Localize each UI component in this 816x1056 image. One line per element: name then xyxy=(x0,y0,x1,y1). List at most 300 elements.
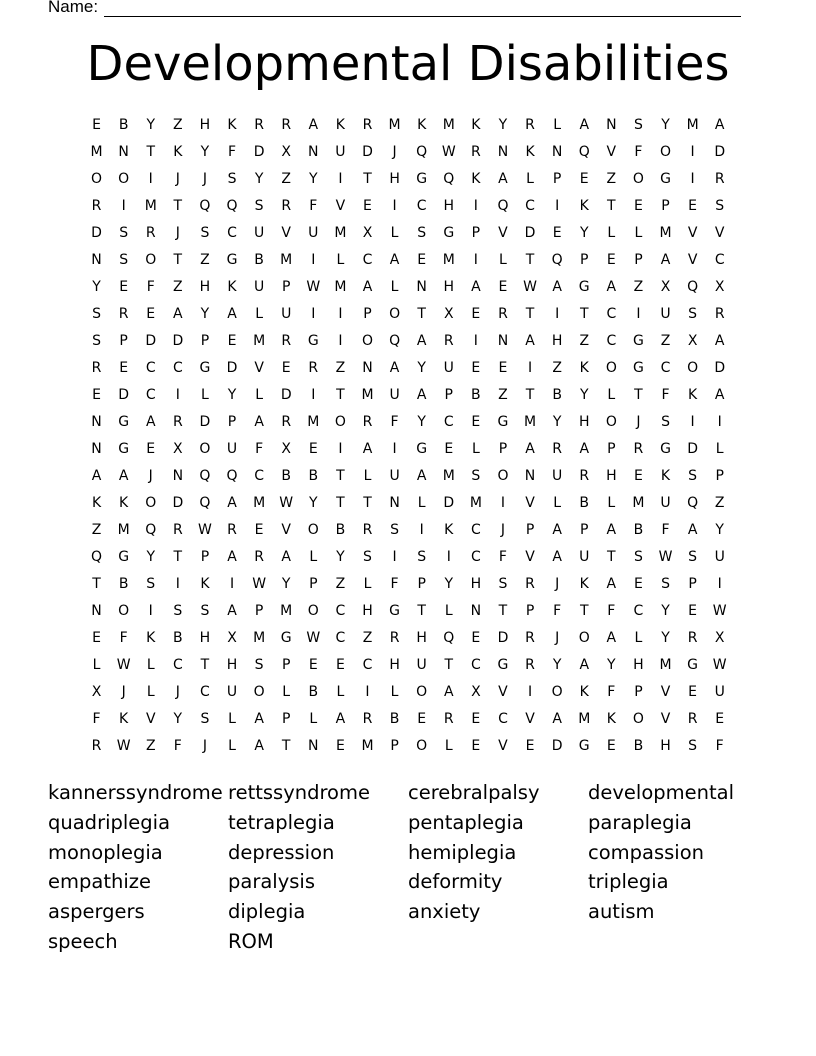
grid-letter: U xyxy=(281,305,292,322)
grid-letter: E xyxy=(688,197,698,214)
grid-letter: G xyxy=(307,332,319,349)
grid-letter: L xyxy=(634,629,643,646)
grid-letter: J xyxy=(555,629,560,646)
grid-letter: P xyxy=(363,305,372,322)
grid-letter: R xyxy=(525,656,535,673)
grid-letter: K xyxy=(444,521,454,538)
grid-letter: I xyxy=(338,440,343,457)
grid-letter: Y xyxy=(552,413,562,430)
grid-letter: T xyxy=(281,737,291,754)
grid-letter: R xyxy=(498,305,508,322)
grid-letter: R xyxy=(470,143,481,160)
grid-letter: Q xyxy=(687,494,699,511)
grid-letter: R xyxy=(687,710,698,727)
grid-letter: S xyxy=(633,548,643,565)
grid-letter: S xyxy=(715,197,725,214)
grid-letter: C xyxy=(254,467,264,484)
grid-letter: Y xyxy=(579,386,589,403)
letter-grid xyxy=(83,111,733,759)
word-bank-item: triplegia xyxy=(588,870,669,894)
grid-letter: C xyxy=(660,359,671,376)
grid-letter: L xyxy=(607,224,616,241)
grid-letter: L xyxy=(255,305,264,322)
grid-letter: A xyxy=(416,467,427,484)
grid-letter: Y xyxy=(498,116,508,133)
grid-letter: A xyxy=(606,278,617,295)
grid-letter: E xyxy=(633,575,643,592)
grid-letter: D xyxy=(145,332,157,349)
grid-letter: Y xyxy=(281,575,291,592)
grid-letter: X xyxy=(687,332,698,349)
grid-letter: K xyxy=(660,467,671,484)
grid-letter: S xyxy=(688,737,698,754)
grid-letter: G xyxy=(578,278,590,295)
grid-letter: W xyxy=(306,278,321,295)
word-bank-item: empathize xyxy=(48,870,151,894)
grid-letter: L xyxy=(92,656,101,673)
grid-letter: P xyxy=(254,602,264,619)
grid-letter: D xyxy=(226,359,238,376)
grid-letter: I xyxy=(527,359,533,376)
grid-letter: J xyxy=(175,683,180,700)
grid-letter: J xyxy=(202,170,207,187)
grid-letter: A xyxy=(281,548,291,565)
grid-letter: O xyxy=(687,359,699,376)
grid-letter: Z xyxy=(173,116,183,133)
grid-letter: S xyxy=(633,116,643,133)
grid-letter: A xyxy=(579,440,590,457)
grid-letter: E xyxy=(119,278,129,295)
grid-letter: B xyxy=(552,386,562,403)
grid-letter: I xyxy=(338,332,343,349)
grid-letter: A xyxy=(443,683,454,700)
grid-letter: C xyxy=(200,683,210,700)
grid-letter: Q xyxy=(443,170,455,187)
grid-letter: U xyxy=(335,143,346,160)
grid-letter: A xyxy=(552,521,562,538)
grid-letter: K xyxy=(606,710,616,727)
grid-letter: G xyxy=(687,656,699,673)
grid-letter: I xyxy=(473,332,478,349)
grid-letter: E xyxy=(146,305,156,322)
grid-letter: L xyxy=(309,548,318,565)
grid-letter: P xyxy=(688,575,697,592)
grid-letter: O xyxy=(334,413,346,430)
grid-letter: E xyxy=(335,656,345,673)
grid-letter: L xyxy=(228,737,236,754)
grid-letter: K xyxy=(471,116,481,133)
word-bank-item: pentaplegia xyxy=(408,810,524,834)
grid-letter: L xyxy=(146,656,155,673)
grid-letter: K xyxy=(227,278,237,295)
grid-letter: L xyxy=(363,467,372,484)
grid-letter: U xyxy=(226,683,238,700)
grid-letter: S xyxy=(227,170,237,187)
grid-letter: O xyxy=(660,143,672,160)
grid-letter: E xyxy=(417,251,427,268)
word-bank-item: compassion xyxy=(588,840,705,864)
grid-letter: O xyxy=(199,440,211,457)
grid-letter: C xyxy=(470,521,481,538)
grid-letter: L xyxy=(309,710,318,727)
grid-letter: X xyxy=(173,440,183,457)
grid-letter: P xyxy=(498,440,508,457)
grid-letter: Z xyxy=(362,629,373,646)
grid-letter: T xyxy=(579,305,589,322)
grid-letter: V xyxy=(498,683,508,700)
grid-letter: V xyxy=(498,737,508,754)
grid-letter: E xyxy=(119,359,129,376)
grid-letter: D xyxy=(687,440,698,457)
grid-letter: R xyxy=(552,440,562,457)
name-line xyxy=(104,1,741,17)
grid-letter: U xyxy=(253,278,265,295)
grid-letter: U xyxy=(443,359,454,376)
grid-letter: A xyxy=(606,575,617,592)
grid-letter: I xyxy=(690,413,695,430)
grid-letter: E xyxy=(471,359,481,376)
grid-letter: V xyxy=(687,224,698,241)
grid-letter: G xyxy=(118,548,130,565)
grid-letter: F xyxy=(255,440,264,457)
grid-letter: F xyxy=(498,548,507,565)
grid-letter: R xyxy=(389,629,400,646)
grid-letter: E xyxy=(606,737,616,754)
grid-letter: Q xyxy=(443,629,455,646)
grid-letter: S xyxy=(417,548,427,565)
grid-letter: I xyxy=(636,305,641,322)
grid-letter: M xyxy=(144,197,157,214)
grid-letter: M xyxy=(361,386,374,403)
grid-letter: G xyxy=(497,656,509,673)
grid-letter: S xyxy=(119,251,129,268)
grid-letter: A xyxy=(552,548,562,565)
grid-letter: F xyxy=(92,710,101,727)
word-bank-item: depression xyxy=(228,840,335,864)
word-bank-item: deformity xyxy=(408,870,503,894)
word-bank-item: paralysis xyxy=(228,870,315,894)
grid-letter: R xyxy=(443,710,454,727)
grid-letter: Y xyxy=(173,710,183,727)
grid-letter: X xyxy=(714,278,725,295)
grid-letter: G xyxy=(226,251,238,268)
grid-letter: N xyxy=(389,494,400,511)
grid-letter: J xyxy=(148,467,153,484)
grid-letter: R xyxy=(687,629,698,646)
grid-letter: C xyxy=(470,656,481,673)
grid-letter: F xyxy=(661,521,670,538)
grid-letter: R xyxy=(172,413,183,430)
grid-letter: A xyxy=(579,656,590,673)
word-bank-item: paraplegia xyxy=(588,810,692,834)
grid-letter: I xyxy=(555,197,560,214)
grid-letter: R xyxy=(281,413,292,430)
grid-letter: I xyxy=(419,521,424,538)
grid-letter: K xyxy=(417,116,427,133)
grid-letter: A xyxy=(660,251,671,268)
name-label: Name: xyxy=(48,0,99,16)
grid-letter: P xyxy=(417,575,426,592)
grid-letter: S xyxy=(417,224,427,241)
grid-letter: B xyxy=(281,467,291,484)
grid-letter: U xyxy=(660,305,671,322)
grid-letter: N xyxy=(470,602,482,619)
grid-letter: O xyxy=(605,359,617,376)
grid-letter: E xyxy=(308,440,318,457)
grid-letter: H xyxy=(443,278,455,295)
grid-letter: T xyxy=(525,386,535,403)
grid-letter: O xyxy=(361,332,373,349)
grid-letter: A xyxy=(227,494,237,511)
grid-letter: I xyxy=(338,170,343,187)
grid-letter: S xyxy=(498,575,508,592)
grid-letter: M xyxy=(117,521,130,538)
grid-letter: I xyxy=(392,197,397,214)
grid-letter: Y xyxy=(417,359,426,376)
grid-letter: R xyxy=(362,413,373,430)
grid-letter: L xyxy=(390,224,399,241)
grid-letter: W xyxy=(441,143,456,160)
grid-letter: G xyxy=(660,440,671,457)
grid-letter: T xyxy=(336,386,345,403)
grid-letter: C xyxy=(498,710,508,727)
grid-letter: O xyxy=(578,629,590,646)
grid-letter: G xyxy=(118,413,130,430)
grid-letter: E xyxy=(688,602,698,619)
grid-letter: Z xyxy=(714,494,725,511)
grid-letter: C xyxy=(227,224,237,241)
grid-letter: L xyxy=(553,494,562,511)
grid-letter: G xyxy=(199,359,211,376)
grid-letter: E xyxy=(715,710,725,727)
grid-letter: U xyxy=(660,494,671,511)
grid-letter: Y xyxy=(309,170,318,187)
grid-letter: E xyxy=(471,710,481,727)
grid-letter: O xyxy=(253,683,265,700)
grid-letter: T xyxy=(607,548,616,565)
grid-letter: C xyxy=(362,251,373,268)
grid-letter: Y xyxy=(200,143,210,160)
grid-letter: Z xyxy=(145,737,156,754)
grid-letter: V xyxy=(145,710,156,727)
word-bank-item: developmental xyxy=(588,781,735,804)
grid-letter: C xyxy=(416,197,427,214)
grid-letter: V xyxy=(281,224,291,241)
grid-letter: Z xyxy=(200,251,210,268)
grid-letter: P xyxy=(227,413,237,430)
grid-letter: L xyxy=(444,602,453,619)
grid-letter: F xyxy=(553,602,562,619)
grid-letter: O xyxy=(632,710,644,727)
grid-letter: B xyxy=(633,521,644,538)
grid-letter: R xyxy=(714,170,725,187)
grid-letter: M xyxy=(388,116,401,133)
grid-letter: F xyxy=(607,683,616,700)
grid-letter: I xyxy=(717,413,722,430)
grid-letter: C xyxy=(335,629,346,646)
grid-letter: X xyxy=(714,629,725,646)
grid-letter: W xyxy=(523,278,537,295)
grid-letter: E xyxy=(633,467,643,484)
grid-letter: E xyxy=(498,278,508,295)
grid-letter: M xyxy=(686,116,699,133)
grid-letter: Z xyxy=(633,278,644,295)
grid-letter: N xyxy=(91,413,102,430)
grid-letter: D xyxy=(280,386,292,403)
grid-letter: D xyxy=(172,332,184,349)
grid-letter: G xyxy=(660,170,671,187)
grid-letter: Y xyxy=(254,170,264,187)
grid-letter: B xyxy=(173,629,183,646)
grid-letter: A xyxy=(389,251,400,268)
grid-letter: W xyxy=(116,656,131,673)
grid-letter: R xyxy=(118,305,129,322)
grid-letter: V xyxy=(335,197,346,214)
grid-letter: R xyxy=(91,359,102,376)
grid-letter: P xyxy=(200,548,210,565)
grid-letter: P xyxy=(444,386,453,403)
grid-letter: U xyxy=(552,467,563,484)
grid-letter: I xyxy=(690,170,695,187)
word-bank-item: monoplegia xyxy=(48,840,163,864)
grid-letter: I xyxy=(311,386,316,403)
grid-letter: H xyxy=(606,467,617,484)
grid-letter: H xyxy=(660,737,671,754)
grid-letter: A xyxy=(579,116,590,133)
grid-letter: Y xyxy=(579,224,589,241)
grid-letter: S xyxy=(688,548,698,565)
grid-letter: L xyxy=(499,251,507,268)
grid-letter: R xyxy=(362,521,373,538)
grid-letter: P xyxy=(661,197,670,214)
grid-letter: D xyxy=(714,143,726,160)
grid-letter: G xyxy=(578,737,590,754)
grid-letter: M xyxy=(442,467,455,484)
grid-letter: R xyxy=(308,359,319,376)
grid-letter: T xyxy=(200,656,210,673)
grid-letter: R xyxy=(525,629,535,646)
grid-letter: V xyxy=(687,251,698,268)
grid-letter: I xyxy=(229,575,235,592)
grid-letter: B xyxy=(308,683,319,700)
grid-letter: Y xyxy=(309,494,318,511)
grid-letter: X xyxy=(281,440,291,457)
grid-letter: I xyxy=(392,440,397,457)
grid-letter: N xyxy=(308,143,319,160)
grid-letter: E xyxy=(92,116,101,133)
grid-letter: N xyxy=(497,143,509,160)
grid-letter: S xyxy=(200,602,210,619)
grid-letter: R xyxy=(579,467,590,484)
grid-letter: Q xyxy=(91,548,103,565)
grid-letter: X xyxy=(362,224,373,241)
grid-letter: M xyxy=(659,224,672,241)
grid-letter: P xyxy=(281,278,291,295)
grid-letter: G xyxy=(443,224,455,241)
grid-letter: H xyxy=(416,629,427,646)
grid-letter: L xyxy=(607,494,616,511)
grid-letter: F xyxy=(227,143,237,160)
grid-letter: J xyxy=(392,143,397,160)
grid-letter: M xyxy=(632,494,645,511)
grid-letter: I xyxy=(555,305,560,322)
word-bank-item: autism xyxy=(588,900,655,924)
grid-letter: J xyxy=(202,737,207,754)
grid-letter: B xyxy=(471,386,481,403)
grid-letter: V xyxy=(525,710,535,727)
grid-letter: F xyxy=(634,143,643,160)
grid-letter: U xyxy=(308,224,319,241)
grid-letter: F xyxy=(715,737,724,754)
grid-letter: X xyxy=(471,683,481,700)
grid-letter: Z xyxy=(552,359,562,376)
grid-letter: A xyxy=(227,602,237,619)
grid-letter: G xyxy=(416,170,428,187)
grid-letter: K xyxy=(200,575,210,592)
grid-letter: E xyxy=(335,737,345,754)
grid-letter: Y xyxy=(146,548,156,565)
grid-letter: R xyxy=(633,440,644,457)
grid-letter: E xyxy=(146,440,156,457)
grid-letter: E xyxy=(579,170,589,187)
grid-letter: R xyxy=(362,116,373,133)
grid-letter: I xyxy=(311,251,316,268)
word-bank-item: tetraplegia xyxy=(228,810,335,834)
grid-letter: G xyxy=(389,602,400,619)
grid-letter: K xyxy=(579,197,589,214)
grid-letter: F xyxy=(173,737,182,754)
grid-letter: P xyxy=(281,710,291,727)
grid-letter: A xyxy=(308,116,319,133)
grid-letter: S xyxy=(390,521,400,538)
grid-letter: N xyxy=(308,737,319,754)
grid-letter: S xyxy=(254,197,264,214)
grid-letter: E xyxy=(525,737,535,754)
grid-letter: K xyxy=(119,494,129,511)
grid-letter: S xyxy=(661,575,670,592)
grid-letter: F xyxy=(390,575,399,592)
word-bank-item: kannerssyndrome xyxy=(48,781,223,804)
grid-letter: X xyxy=(91,683,102,700)
grid-letter: P xyxy=(580,251,589,268)
grid-letter: A xyxy=(254,710,264,727)
grid-letter: Q xyxy=(145,521,157,538)
grid-letter: L xyxy=(390,683,399,700)
grid-letter: E xyxy=(281,359,291,376)
grid-letter: H xyxy=(199,278,211,295)
grid-letter: A xyxy=(606,521,617,538)
grid-letter: Y xyxy=(715,521,724,538)
grid-letter: I xyxy=(446,548,451,565)
grid-letter: I xyxy=(527,683,533,700)
grid-letter: H xyxy=(389,170,400,187)
grid-letter: L xyxy=(336,683,345,700)
grid-letter: T xyxy=(579,602,589,619)
grid-letter: I xyxy=(690,143,695,160)
grid-letter: U xyxy=(253,224,265,241)
grid-letter: Q xyxy=(199,197,211,214)
grid-letter: I xyxy=(148,602,153,619)
grid-letter: T xyxy=(634,386,643,403)
grid-letter: J xyxy=(175,224,180,241)
grid-letter: L xyxy=(526,170,534,187)
grid-letter: L xyxy=(444,737,453,754)
grid-letter: J xyxy=(555,575,560,592)
grid-letter: A xyxy=(416,386,427,403)
grid-letter: T xyxy=(525,305,535,322)
grid-letter: T xyxy=(498,602,508,619)
grid-letter: A xyxy=(389,359,400,376)
